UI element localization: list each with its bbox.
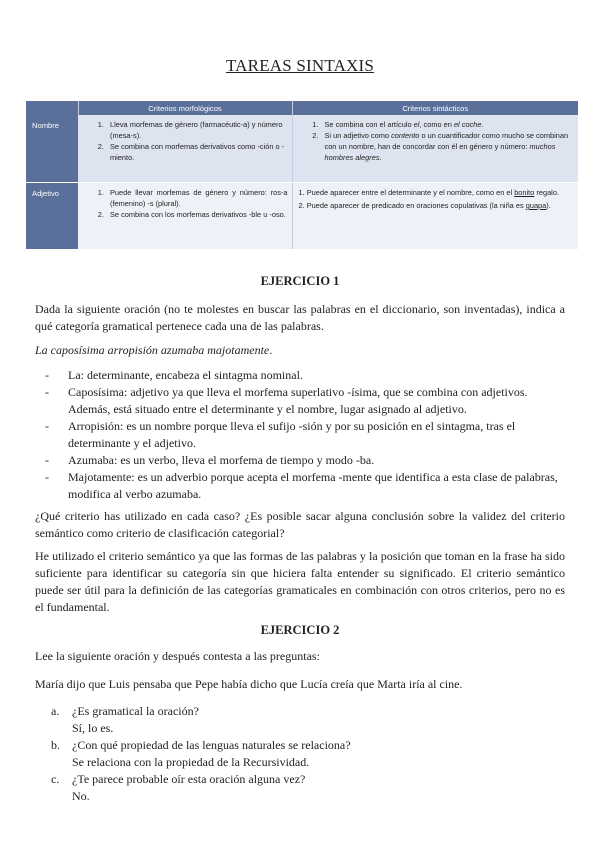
- list-item: - Azumaba: es un verbo, lleva el morfema de tiempo y modo -ba.: [68, 452, 565, 469]
- nombre-sint-2: 2. Si un adjetivo como contento o un cuantificador como mucho se combinan con un nombre, han de concordar con él en género y número: muchos hombres alegres.: [321, 130, 575, 163]
- list-item: b. ¿Con qué propiedad de las lenguas naturales se relaciona? Se relaciona con la propiedad de la Recursividad.: [51, 738, 351, 769]
- adjetivo-morf-2: 2. Se combina con los morfemas derivativos -ble u -oso.: [106, 209, 288, 220]
- adjetivo-sint-1: 1. Puede aparecer entre el determinante y el nombre, como en el bonito regalo.: [298, 188, 559, 197]
- adjetivo-sint-2: 2. Puede aparecer de predicado en oraciones copulativas (la niña es guapa).: [298, 201, 551, 210]
- list-item: - Caposísima: adjetivo ya que lleva el morfema superlativo -ísima, que se combina con adjetivos. Además, está situado entre el determinante y el nombre, lugar asignado al adjetivo.: [68, 384, 565, 418]
- list-item: a. ¿Es gramatical la oración? Sí, lo es.: [51, 704, 199, 735]
- row-label-nombre: Nombre: [26, 115, 78, 183]
- row-label-adjetivo: Adjetivo: [26, 183, 78, 250]
- header-morphological: Criterios morfológicos: [78, 101, 292, 115]
- exercise1-heading: EJERCICIO 1: [260, 274, 340, 288]
- nombre-sint-cell: [292, 115, 578, 183]
- adjetivo-sint-cell: [292, 183, 578, 250]
- exercise1-answer: He utilizado el criterio semántico ya que las formas de las palabras y la posición que toman en la frase ha sido suficiente para identificar su categoría sin que hiciera falta entender su significado. El criterio semántico puede ser útil para la definición de las categorías gramaticales en combinación con otros criterios, pero no es el fundamental.: [35, 549, 565, 614]
- exercise1-word-list: [35, 367, 565, 503]
- exercise1-sentence: La caposísima arropisión azumaba majotamente.: [35, 343, 273, 357]
- nombre-morf-1: 1. Lleva morfemas de género (farmacéutic-a) y número (mesa-s).: [106, 119, 288, 141]
- exercise2-intro: Lee la siguiente oración y después contesta a las preguntas:: [35, 649, 320, 663]
- header-syntactic: Criterios sintácticos: [292, 101, 578, 115]
- exercise1-question: ¿Qué criterio has utilizado en cada caso? ¿Es posible sacar alguna conclusión sobre la validez del criterio semántico como criterio de clasificación categorial?: [35, 509, 565, 540]
- exercise1-intro: Dada la siguiente oración (no te molestes en buscar las palabras en el diccionario, son inventadas), indica a qué categoría gramatical pertenece cada una de las palabras.: [35, 302, 565, 333]
- exercise2-sentence: María dijo que Luis pensaba que Pepe había dicho que Lucía creía que Marta iría al cine.: [35, 677, 463, 691]
- list-item: c. ¿Te parece probable oír esta oración alguna vez? No.: [51, 772, 306, 803]
- list-item: - Majotamente: es un adverbio porque acepta el morfema -mente que identifica a esta clase de palabras, modifica al verbo azumaba.: [68, 469, 565, 503]
- page-title: TAREAS SINTAXIS: [225, 56, 375, 75]
- adjetivo-morf-cell: [78, 183, 292, 250]
- table-row-adjetivo: [26, 183, 578, 250]
- list-item: - Arropisión: es un nombre porque lleva el sufijo -sión y por su posición en el sintagma, tras el determinante y el adjetivo.: [68, 418, 565, 452]
- criteria-table: [26, 101, 578, 249]
- table-corner: [26, 101, 78, 115]
- exercise2-heading: EJERCICIO 2: [260, 623, 340, 637]
- table-row-nombre: [26, 115, 578, 183]
- exercise2-questions: [35, 703, 565, 805]
- nombre-morf-cell: [78, 115, 292, 183]
- nombre-sint-1: 1. Se combina con el artículo el, como en el coche.: [321, 119, 575, 130]
- adjetivo-morf-1: 1. Puede llevar morfemas de género y número: ros-a (femenino) -s (plural).: [106, 187, 288, 209]
- list-item: - La: determinante, encabeza el sintagma nominal.: [68, 367, 565, 384]
- nombre-morf-2: 2. Se combina con morfemas derivativos como -ción o -miento.: [106, 141, 288, 163]
